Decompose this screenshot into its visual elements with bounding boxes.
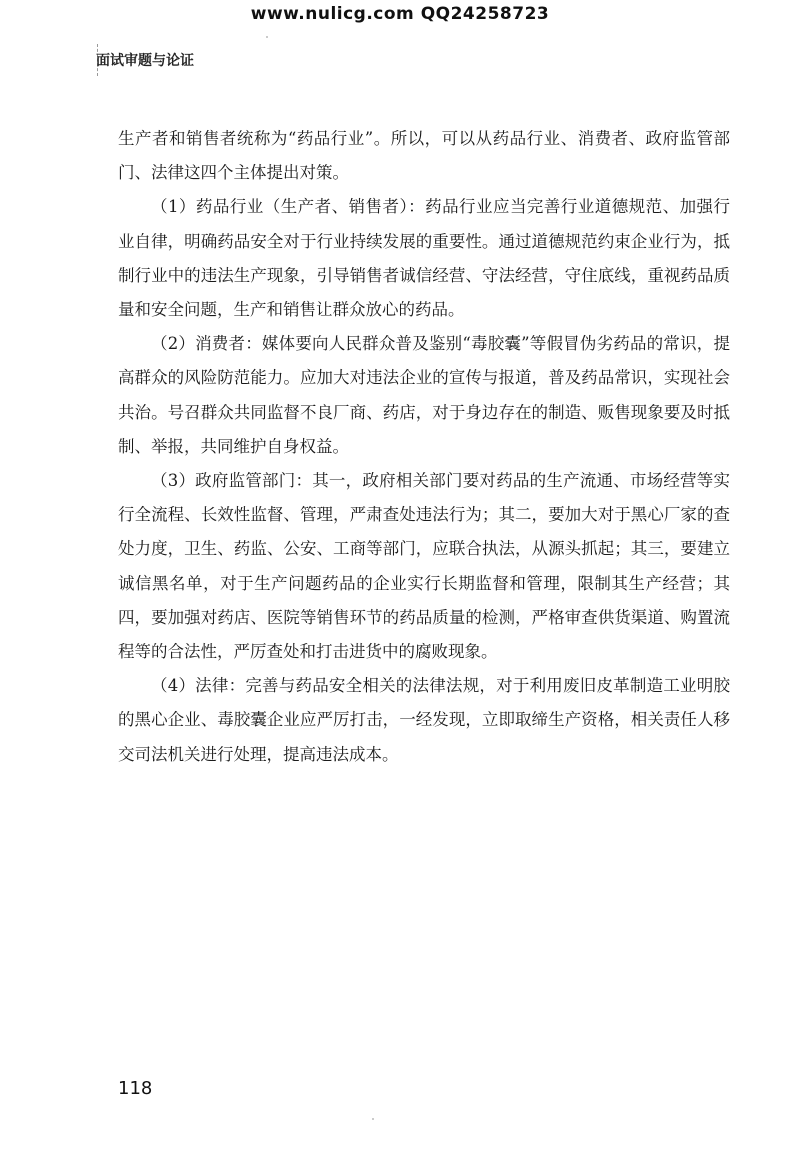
scan-speck	[266, 36, 268, 38]
body-text	[118, 122, 730, 772]
paragraph-government: （3）政府监管部门：其一，政府相关部门要对药品的生产流通、市场经营等实行全流程、长效性监督、管理，严肃查处违法行为；其二，要加大对于黑心厂家的查处力度，卫生、药监、公安、工商等部门，应联合执法，从源头抓起；其三，要建立诚信黑名单，对于生产问题药品的企业实行长期监督和管理，限制其生产经营；其四，要加强对药店、医院等销售环节的药品质量的检测，严格审查供货渠道、购置流程等的合法性，严厉查处和打击进货中的腐败现象。	[118, 471, 730, 662]
page-header-title: 面试审题与论证	[96, 53, 194, 69]
paragraph-intro: 生产者和销售者统称为“药品行业”。所以，可以从药品行业、消费者、政府监管部门、法律这四个主体提出对策。	[118, 129, 730, 183]
paragraph-pharma-industry: （1）药品行业（生产者、销售者）：药品行业应当完善行业道德规范、加强行业自律，明确药品安全对于行业持续发展的重要性。通过道德规范约束企业行为，抵制行业中的违法生产现象，引导销售者诚信经营、守法经营，守住底线，重视药品质量和安全问题，生产和销售让群众放心的药品。	[118, 197, 730, 320]
watermark-text: www.nulicg.com QQ24258723	[250, 4, 550, 24]
paragraph-consumers: （2）消费者：媒体要向人民群众普及鉴别“毒胶囊”等假冒伪劣药品的常识，提高群众的风险防范能力。应加大对违法企业的宣传与报道，普及药品常识，实现社会共治。号召群众共同监督不良厂商、药店，对于身边存在的制造、贩售现象要及时抵制、举报，共同维护自身权益。	[118, 334, 730, 456]
scan-speck	[372, 1118, 374, 1120]
paragraph-law: （4）法律：完善与药品安全相关的法律法规，对于利用废旧皮革制造工业明胶的黑心企业、毒胶囊企业应严厉打击，一经发现，立即取缔生产资格，相关责任人移交司法机关进行处理，提高违法成本。	[118, 676, 730, 764]
page-number: 118	[118, 1078, 153, 1099]
